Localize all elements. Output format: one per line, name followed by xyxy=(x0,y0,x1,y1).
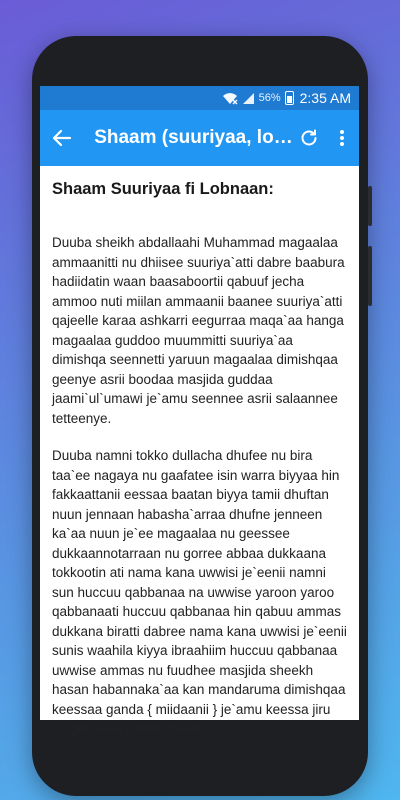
article-heading: Shaam Suuriyaa fi Lobnaan: xyxy=(52,180,274,198)
refresh-button[interactable] xyxy=(293,110,326,166)
status-bar xyxy=(40,86,359,110)
article-paragraph: Duuba namni tokko dullacha dhufee nu bira taa`ee nagaya nu gaafatee isin warra biyyaa hin fakkaattanii eessaa baatan biyya tamii dhuftan nuun jennaan habasha`arraa dhufne jenneen ka`aa nuun je`ee magaalaa nu geessee dukkaannotarraan nu gorree abbaa dukkaana tokkootin ati nama kana uwwisi je`eenii namni sun huccuu qabbanaa na uwwise yaroon yaroo qabbanaati huccuu qabbanaa hin qabuu ammas dukkana biratti dabree nama kana uwwisi je`eenii sunis waahila kiyya ibraahiim huccuu qabbanaa uwwise ammas nu fuudhee masjida sheekh hasan habannaka`aa kan mandaruma dimishqaa keessaa ganda { miidaanii } je`amu keessa jiru nu geessee sheikh hasan xyxy=(52,448,347,736)
phone-screen xyxy=(40,86,359,736)
article-content xyxy=(40,166,359,739)
wifi-icon xyxy=(222,91,238,105)
more-options-button[interactable] xyxy=(326,110,359,166)
app-bar xyxy=(40,110,359,166)
power-button xyxy=(368,246,372,306)
battery-percent: 56% xyxy=(258,92,281,104)
clock: 2:35 AM xyxy=(299,90,351,106)
page-title: Shaam (suuriyaa, lo… xyxy=(94,127,293,148)
refresh-icon xyxy=(300,129,318,147)
more-vert-icon xyxy=(339,129,345,147)
back-button[interactable] xyxy=(40,110,84,166)
volume-button xyxy=(368,186,372,226)
signal-icon xyxy=(242,92,255,105)
battery-icon xyxy=(285,91,294,105)
arrow-back-icon xyxy=(53,130,71,146)
article-paragraph: Duuba sheikh abdallaahi Muhammad magaalaa ammaanitti nu dhiisee suuriya`atti dabre baabura hadiidatin waan baasaboortii qabuuf jecha ammoo nuti miilan ammaanii baanee suuriya`atti qajeelle karaa ashkarri eegurraa maqa`aa hanga magaalaa guddoo muummitti suuriya`aa dimishqa seennetti yaruun magaalaa dimishqaa geenye asrii boodaa masjida guddaa jaami`ul`umawi je`amu seennee asrii salaannee tetteenye. xyxy=(52,235,345,426)
